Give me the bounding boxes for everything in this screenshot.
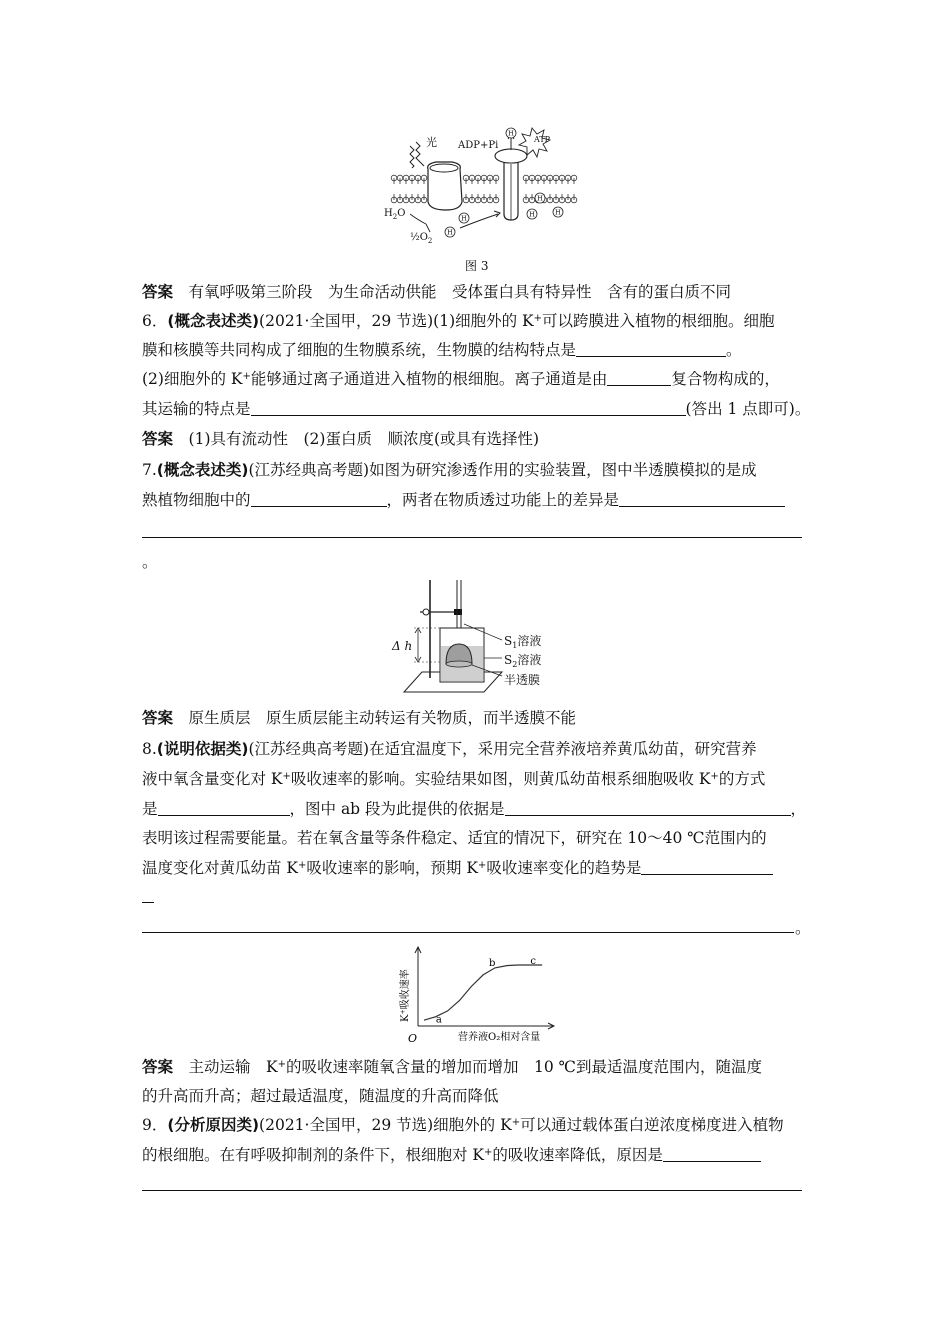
osmosis-apparatus-figure [390, 580, 565, 698]
light-wave-icon [410, 146, 414, 168]
q5-answer [142, 282, 731, 302]
s1-solution-label: $S_1$溶液 [504, 634, 542, 650]
blank-line[interactable] [142, 1190, 802, 1191]
o2-label: $\frac{1}{2}O_2$ [410, 232, 433, 245]
q8-line-4: 表明该过程需要能量。若在氧含量等条件稳定、适宜的情况下，研究在 10～40 ℃范围内的 [142, 829, 767, 847]
membrane-label: 半透膜 [504, 673, 541, 687]
figure-3-caption: 图 3 [465, 259, 489, 273]
blank-field[interactable] [663, 1146, 761, 1162]
answer-label: 答案 [142, 709, 174, 727]
q7-line-3: 。 [142, 553, 158, 571]
blank-field[interactable] [251, 400, 686, 416]
blank-field[interactable] [641, 859, 773, 875]
q7-line-2: 熟植物细胞中的 ，两者在物质透过功能上的差异是 [142, 490, 785, 510]
q8-answer-line-2: 的升高而升高；超过最适温度，随温度的升高而降低 [142, 1087, 499, 1105]
q7-answer: 答案 原生质层 原生质层能主动转运有关物质，而半透膜不能 [142, 709, 577, 727]
adp-pi-label: ADP+Pi [458, 140, 499, 151]
light-label: 光 [426, 136, 437, 149]
k-absorption-chart [384, 944, 564, 1048]
q8-line-end: 。 [795, 919, 811, 937]
question-tag: (说明依据类) [156, 740, 249, 758]
blank-line[interactable] [142, 537, 802, 538]
blank-field[interactable] [505, 800, 791, 816]
h-ion-label: H [555, 208, 561, 217]
h-ion-label: H [529, 210, 535, 219]
question-tag: (分析原因类) [167, 1116, 260, 1134]
point-label: c [530, 956, 536, 968]
q8-line-3: 是 ，图中 ab 段为此提供的依据是 ， [142, 800, 807, 818]
origin-label: O [408, 1032, 418, 1045]
blank-field[interactable] [619, 491, 785, 507]
question-tag: (概念表述类) [156, 461, 249, 479]
h-ion-label: H [508, 129, 514, 138]
blank-field[interactable] [251, 491, 387, 507]
h-ion-label: H [461, 214, 467, 223]
answer-text: 有氧呼吸第三阶段 为生命活动供能 受体蛋白具有特异性 含有的蛋白质不同 [188, 283, 732, 301]
point-label: a [435, 1014, 442, 1026]
q8-answer-line-1: 答案 主动运输 K+的吸收速率随氧含量的增加而增加 10 ℃到最适温度范围内，随温度 [142, 1058, 763, 1076]
blank-line[interactable] [142, 902, 154, 903]
blank-field[interactable] [158, 800, 290, 816]
q6-line-1: 6．(概念表述类)(2021·全国甲，29 节选)(1)细胞外的 K+可以跨膜进入植物的根细胞。细胞 [142, 312, 775, 330]
q8-line-5: 温度变化对黄瓜幼苗 K+吸收速率的影响，预期 K+吸收速率变化的趋势是 [142, 858, 773, 878]
answer-label: 答案 [142, 430, 174, 448]
q9-line-1: 9．(分析原因类)(2021·全国甲，29 节选)细胞外的 K+可以通过载体蛋白逆浓度梯度进入植物 [142, 1116, 784, 1134]
question-tag: (概念表述类) [167, 312, 260, 330]
q7-line-1: 7.(概念表述类)(江苏经典高考题)如图为研究渗透作用的实验装置，图中半透膜模拟的是成 [142, 461, 757, 479]
lipid-bilayer [391, 175, 577, 203]
q9-line-2: 的根细胞。在有呼吸抑制剂的条件下，根细胞对 K+的吸收速率降低，原因是 [142, 1145, 761, 1165]
y-axis-label: K⁺吸收速率 [400, 969, 411, 1022]
h-ion-label: H [537, 194, 543, 203]
point-label: b [489, 957, 496, 969]
h-ion-label: H [447, 228, 453, 237]
q6-line-3: (2)细胞外的 K+能够通过离子通道进入植物的根细胞。离子通道是由 复合物构成的， [142, 370, 780, 388]
blank-line[interactable] [142, 932, 794, 933]
q6-line-4: 其运输的特点是 (答出 1 点即可)。 [142, 400, 811, 418]
q8-line-1: 8.(说明依据类)(江苏经典高考题)在适宜温度下，采用完全营养液培养黄瓜幼苗，研究营养 [142, 740, 757, 758]
x-axis-label: 营养液O₂相对含量 [458, 1032, 541, 1043]
series-line [424, 965, 542, 1020]
q6-line-2: 膜和核膜等共同构成了细胞的生物膜系统，生物膜的结构特点是 。 [142, 341, 742, 359]
blank-field[interactable] [576, 341, 726, 357]
atp-label: ATP [534, 135, 551, 144]
s2-solution-label: $S_2$溶液 [504, 653, 542, 669]
answer-label: 答案 [142, 283, 174, 301]
figure-3-membrane-diagram [380, 124, 580, 256]
answer-label: 答案 [142, 1058, 174, 1076]
q6-answer: 答案 (1)具有流动性 (2)蛋白质 顺浓度(或具有选择性) [142, 430, 540, 448]
delta-h-label: Δ h [392, 639, 413, 653]
h2o-label: $H_2O$ [384, 208, 406, 221]
q8-line-2: 液中氧含量变化对 K+吸收速率的影响。实验结果如图，则黄瓜幼苗根系细胞吸收 K+的方式 [142, 770, 766, 788]
blank-field[interactable] [607, 370, 671, 386]
